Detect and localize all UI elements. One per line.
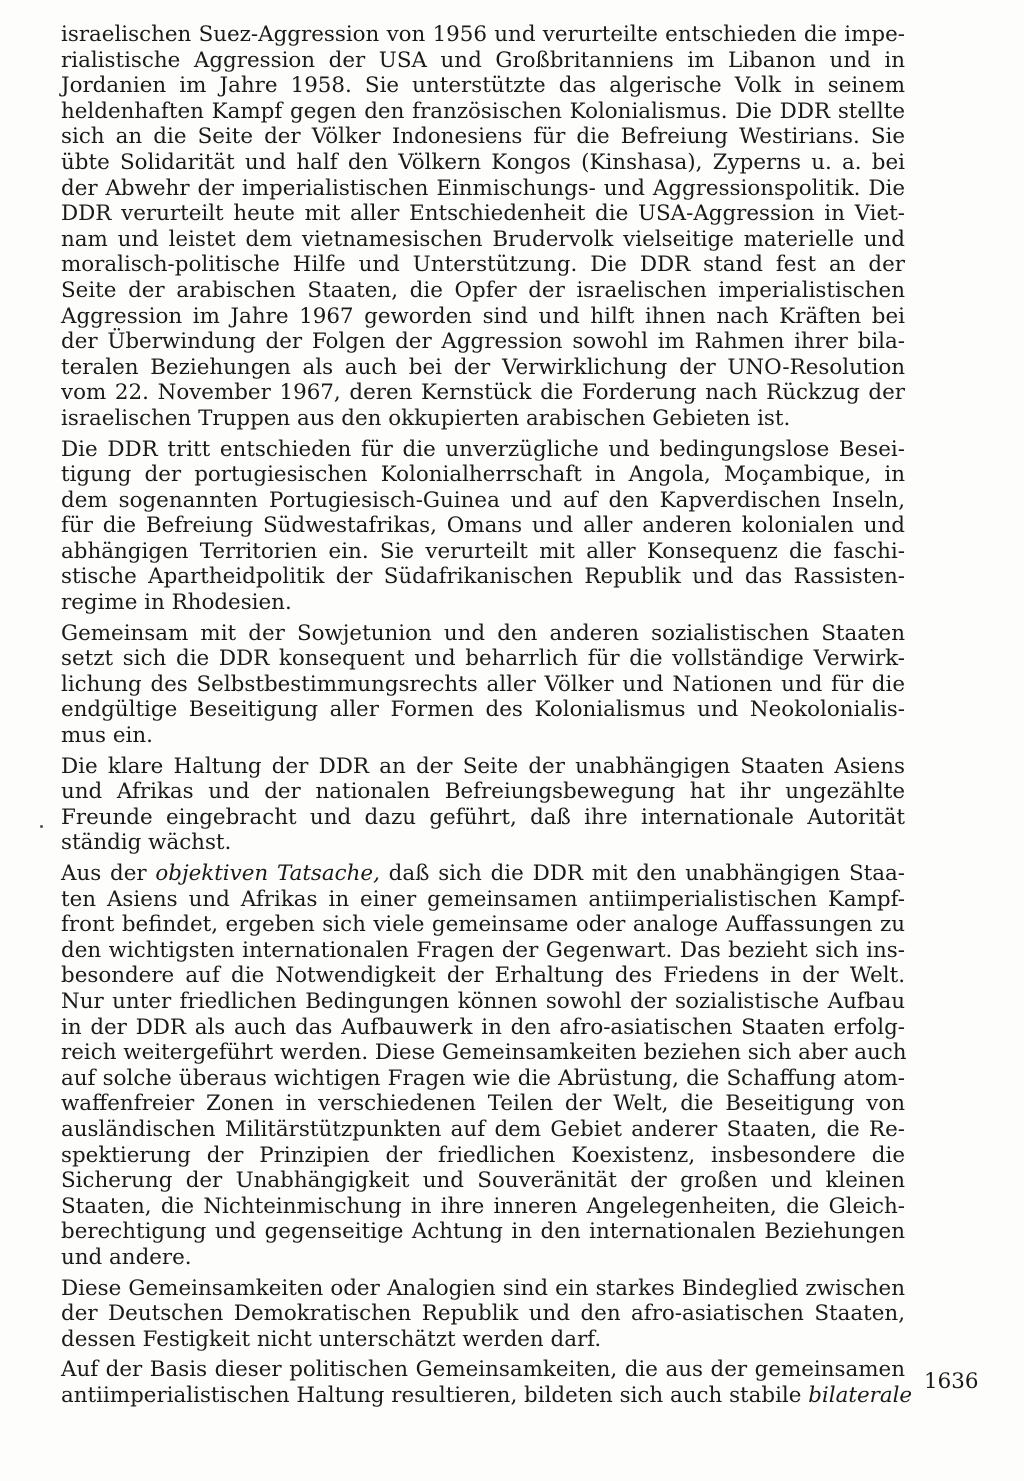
paragraph [61,1276,905,1353]
text-line: mus ein. [61,723,153,749]
text-line: für die Befreiung Südwestafrikas, Omans und aller anderen kolonialen und [61,513,905,539]
text-line: Staaten, die Nichteinmischung in ihre inneren Angelegenheiten, die Gleich- [61,1193,905,1219]
text-line: auf solche überaus wichtigen Fragen wie die Abrüstung, die Schaffung atom- [61,1065,905,1091]
text-line: teralen Beziehungen als auch bei der Verwirklichung der UNO-Resolution [61,354,905,380]
text-line: der Überwindung der Folgen der Aggression sowohl im Rahmen ihrer bila- [61,329,905,355]
text-line: der Deutschen Demokratischen Republik und den afro-asiatischen Staaten, [61,1301,905,1327]
text-line: vom 22. November 1967, deren Kernstück die Forderung nach Rückzug der [61,380,905,406]
text-line: den wichtigsten internationalen Fragen der Gegenwart. Das bezieht sich ins- [61,937,905,963]
text-line: heldenhaften Kampf gegen den französischen Kolonialismus. Die DDR stellte [61,98,905,124]
text-line: Sicherung der Unabhängigkeit und Souveränität der großen und kleinen [61,1168,905,1194]
text-line: Nur unter friedlichen Bedingungen können sowohl der sozialistische Aufbau [61,988,905,1014]
text-line: setzt sich die DDR konsequent und beharrlich für die vollständige Verwirk- [61,646,905,672]
scan-speck [40,825,43,828]
text-line: besondere auf die Notwendigkeit der Erhaltung des Friedens in der Welt. [61,963,905,989]
text-line: lichung des Selbstbestimmungsrechts aller Völker und Nationen und für die [61,671,905,697]
text-line: Auf der Basis dieser politischen Gemeinsamkeiten, die aus der gemeinsamen [61,1357,905,1383]
text-line: Seite der arabischen Staaten, die Opfer der israelischen imperialistischen [61,277,905,303]
text-line: ausländischen Militärstützpunkten auf dem Gebiet anderer Staaten, die Re- [61,1116,905,1142]
text-line: der Abwehr der imperialistischen Einmischungs- und Aggressionspolitik. Die [61,175,905,201]
text-line: sich an die Seite der Völker Indonesiens für die Befreiung Westirians. Sie [61,124,905,150]
text-line: israelischen Suez-Aggression von 1956 und verurteilte entschieden die impe- [61,22,905,47]
text-line: front befindet, ergeben sich viele gemeinsame oder analoge Auffassungen zu [61,912,905,938]
text-line: und Afrikas und der nationalen Befreiungsbewegung hat ihr ungezählte [61,779,905,805]
text-line: Jordanien im Jahre 1958. Sie unterstützte das algerische Volk in seinem [61,73,905,99]
paragraph [61,22,905,432]
paragraph [61,754,905,856]
text-line: und andere. [61,1244,192,1270]
text-line: abhängigen Territorien ein. Sie verurteilt mit aller Konsequenz die faschi- [61,538,905,564]
text-line: endgültige Beseitigung aller Formen des Kolonialismus und Neokolonialis- [61,697,905,723]
text-line: dem sogenannten Portugiesisch-Guinea und auf den Kapverdischen Inseln, [61,487,905,513]
text-line: regime in Rhodesien. [61,590,292,616]
text-line: stische Apartheidpolitik der Südafrikanischen Republik und das Rassisten- [61,564,905,590]
paragraph [61,437,905,616]
text-line: Freunde eingebracht und dazu geführt, daß ihre internationale Autorität [61,804,905,830]
text-line: antiimperialistischen Haltung resultieren, bildeten sich auch stabile bilaterale [61,1382,913,1408]
text-line: Die klare Haltung der DDR an der Seite der unabhängigen Staaten Asiens [61,753,905,779]
body-text [61,22,913,1413]
text-line: waffenfreier Zonen in verschiedenen Teilen der Welt, die Beseitigung von [61,1091,905,1117]
text-line: DDR verurteilt heute mit aller Entschiedenheit die USA-Aggression in Viet- [61,201,905,227]
text-line: Aggression im Jahre 1967 geworden sind und hilft ihnen nach Kräften bei [61,303,905,329]
text-line: israelischen Truppen aus den okkupierten arabischen Gebieten ist. [61,405,791,431]
text-line: in der DDR als auch das Aufbauwerk in den afro-asiatischen Staaten erfolg- [61,1014,905,1040]
text-line: ständig wächst. [61,830,232,856]
paragraph [61,621,905,749]
text-line: berechtigung und gegenseitige Achtung in den internationalen Beziehungen [61,1219,905,1245]
paragraph [61,861,905,1271]
text-line: dessen Festigkeit nicht unterschätzt werden darf. [61,1326,602,1352]
text-line: Diese Gemeinsamkeiten oder Analogien sind ein starkes Bindeglied zwischen [61,1275,905,1301]
text-line: Die DDR tritt entschieden für die unverzügliche und bedingungslose Besei- [61,436,905,462]
text-line: spektierung der Prinzipien der friedlichen Koexistenz, insbesondere die [61,1142,905,1168]
text-line: Gemeinsam mit der Sowjetunion und den anderen sozialistischen Staaten [61,620,905,646]
text-line: moralisch-politische Hilfe und Unterstützung. Die DDR stand fest an der [61,252,905,278]
text-line: reich weitergeführt werden. Diese Gemeinsamkeiten beziehen sich aber auch [61,1040,907,1066]
page-number: 1636 [924,1369,979,1394]
text-line: ten Asiens und Afrikas in einer gemeinsamen antiimperialistischen Kampf- [61,886,905,912]
text-line: tigung der portugiesischen Kolonialherrschaft in Angola, Moçambique, in [61,462,905,488]
text-line: Aus der objektiven Tatsache, daß sich die DDR mit den unabhängigen Staa- [61,861,905,886]
paragraph [61,1357,913,1408]
text-line: übte Solidarität und half den Völkern Kongos (Kinshasa), Zyperns u. a. bei [61,149,905,175]
text-line: nam und leistet dem vietnamesischen Brudervolk vielseitige materielle und [61,226,905,252]
text-line: rialistische Aggression der USA und Großbritanniens im Libanon und in [61,47,905,73]
